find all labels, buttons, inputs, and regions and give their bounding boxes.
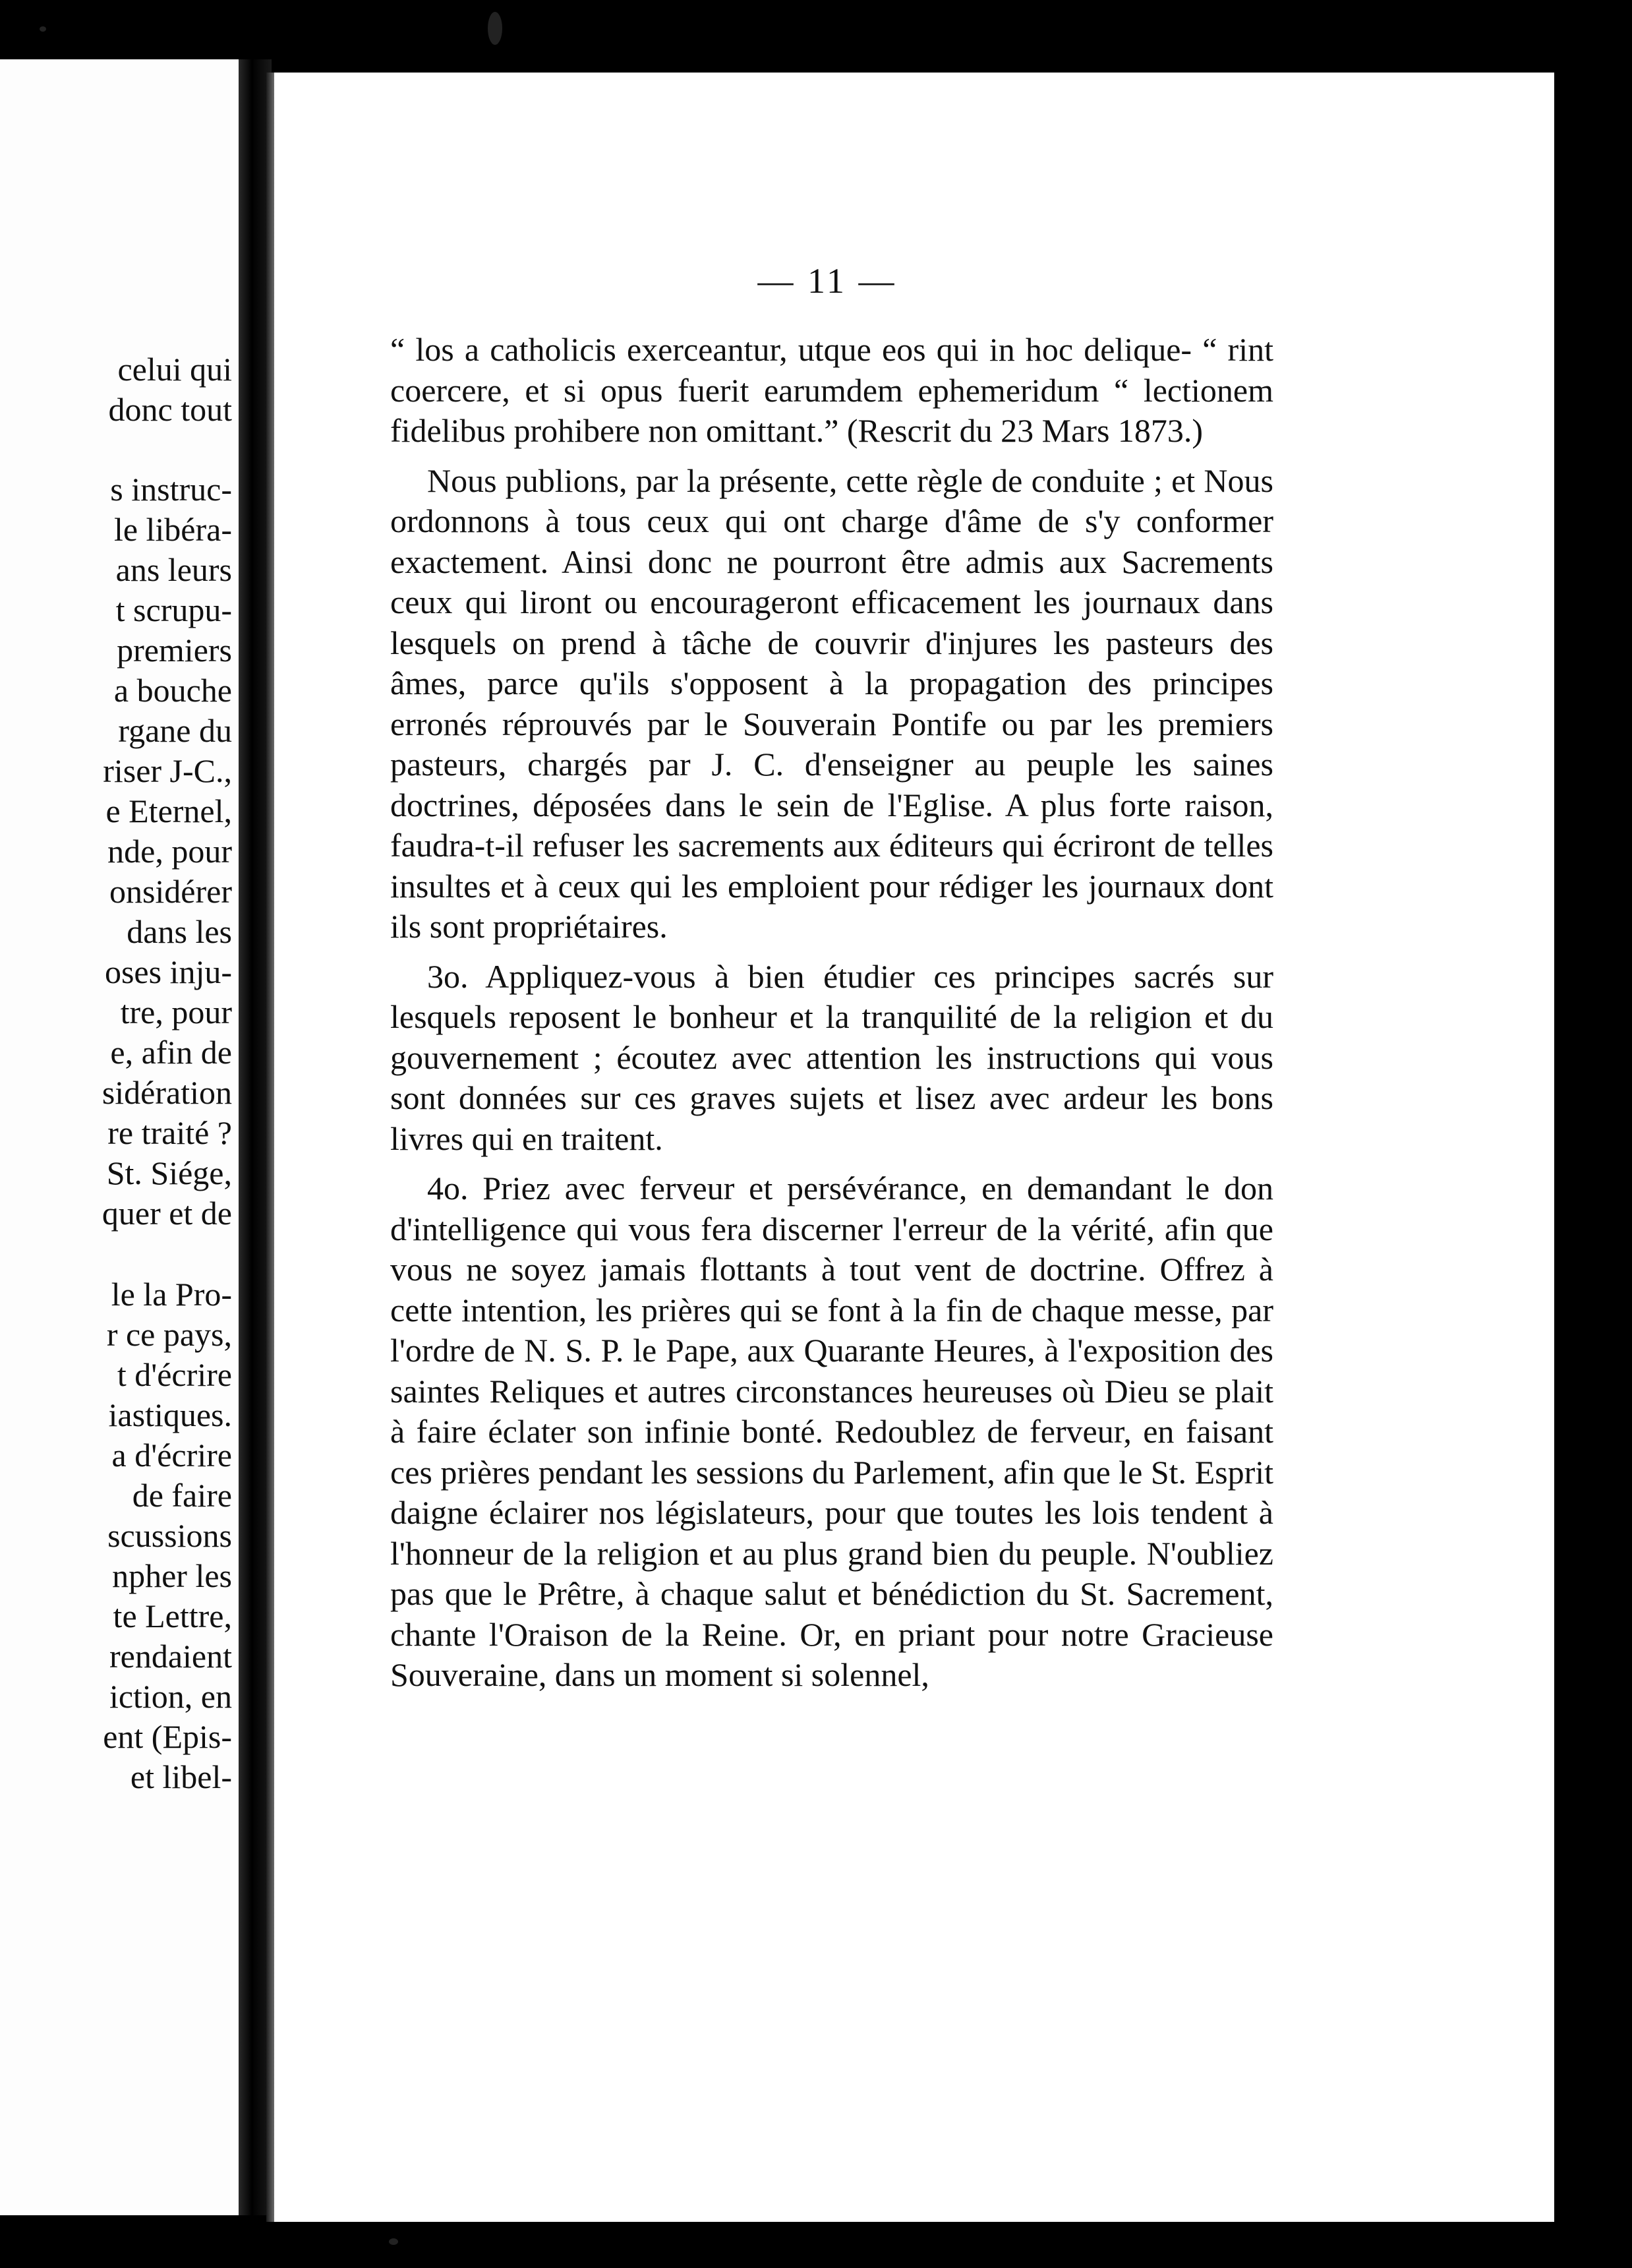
left-line: t d'écrire	[117, 1356, 232, 1393]
left-line: premiers	[117, 632, 232, 669]
left-line: sidération	[102, 1074, 232, 1111]
left-line: a bouche	[113, 672, 232, 709]
scan-speck	[389, 2238, 398, 2245]
left-line: iastiques.	[108, 1396, 232, 1433]
left-line: celui qui	[117, 351, 232, 388]
left-line: quer et de	[102, 1195, 232, 1232]
left-line: s instruc-	[110, 471, 232, 508]
left-line: a d'écrire	[111, 1437, 232, 1474]
left-line: St. Siége,	[106, 1154, 232, 1191]
left-line: e Eternel,	[105, 792, 232, 829]
paragraph-latin-quote: “ los a catholicis exerceantur, utque eos qui in hoc delique- “ rint coercere, et si opus fuerit earumdem ephemeridum “ lectionem fidelibus prohibere non omittant.” (Rescrit du 23 Mars 1873.)	[390, 331, 1273, 449]
page-edge-shadow	[266, 73, 274, 2222]
left-line: rgane du	[118, 712, 232, 749]
scan-speck	[40, 26, 46, 32]
left-line: te Lettre,	[113, 1597, 232, 1634]
left-page-text-column	[0, 349, 232, 1797]
left-line: e, afin de	[110, 1034, 232, 1071]
page-number: — 11 —	[757, 261, 897, 301]
left-line: ans leurs	[115, 551, 232, 588]
paragraph-point-4: 4o. Priez avec ferveur et persévérance, en demandant le don d'intelligence qui vous fera discerner l'erreur de la vérité, afin que vous ne soyez jamais flottants à tout vent de doctrine. Offrez à cette intention, les prières qui se font à la fin de chaque messe, par l'ordre de N. S. P. le Pape, aux Quarante Heures, à l'exposition des saintes Reliques et autres circonstances heureuses où Dieu se plait à faire éclater son infinie bonté. Redoublez de ferveur, en faisant ces prières pendant les sessions du Parlement, afin que le St. Esprit daigne éclairer nos législateurs, pour que toutes les lois tendent à l'honneur de la religion et au plus grand bien du peuple. N'oubliez pas que le Prêtre, à chaque salut et bénédiction du St. Sacrement, chante l'Oraison de la Reine. Or, en priant pour notre Gracieuse Souveraine, dans un moment si solennel,	[390, 1170, 1273, 1693]
left-line: tre, pour	[120, 994, 232, 1030]
left-line: nde, pour	[107, 833, 232, 870]
left-line: le la Pro-	[111, 1276, 232, 1313]
left-line: oses inju-	[104, 953, 232, 990]
left-line: r ce pays,	[106, 1316, 232, 1353]
left-line: donc tout	[108, 391, 232, 428]
paragraph-rule-of-conduct: Nous publions, par la présente, cette règle de conduite ; et Nous ordonnons à tous ceux qui ont charge d'âme de s'y conformer exactement. Ainsi donc ne pourront être admis aux Sacrements ceux qui liront ou encourageront efficacement les journaux dans lesquels on prend à tâche de couvrir d'injures les pasteurs des âmes, parce qu'ils s'opposent à la propagation des principes erronés réprouvés par le Souverain Pontife ou par les premiers pasteurs, chargés par J. C. d'enseigner au peuple les saines doctrines, déposées dans le sein de l'Eglise. A plus forte raison, faudra-t-il refuser les sacrements aux éditeurs qui écriront de telles insultes et à ceux qui les emploient pour rédiger les journaux dont ils sont propriétaires.	[390, 462, 1273, 945]
left-line: t scrupu-	[115, 591, 232, 628]
left-page	[0, 59, 239, 2215]
left-line: ent (Epis-	[103, 1718, 232, 1755]
left-line: npher les	[112, 1557, 232, 1594]
left-line: iction, en	[109, 1678, 232, 1715]
left-line: dans les	[127, 913, 232, 950]
paragraph-point-3: 3o. Appliquez-vous à bien étudier ces principes sacrés sur lesquels reposent le bonheur et la tranquilité de la religion et du gouvernement ; écoutez avec attention les instructions qui vous sont données sur ces graves sujets et lisez avec ardeur les bons livres qui en traitent.	[390, 957, 1273, 1157]
left-line: le libéra-	[113, 511, 232, 548]
scan-speck	[488, 12, 502, 45]
left-spacer	[0, 430, 232, 469]
left-line: de faire	[132, 1477, 232, 1514]
left-line: re traité ?	[107, 1114, 232, 1151]
left-line: et libel-	[130, 1758, 232, 1795]
page-body-text	[390, 330, 1273, 1705]
left-line: rendaient	[109, 1638, 232, 1675]
left-line: onsidérer	[109, 873, 232, 910]
left-spacer	[0, 1234, 232, 1274]
left-line: scussions	[107, 1517, 232, 1554]
left-line: riser J-C.,	[103, 752, 232, 789]
